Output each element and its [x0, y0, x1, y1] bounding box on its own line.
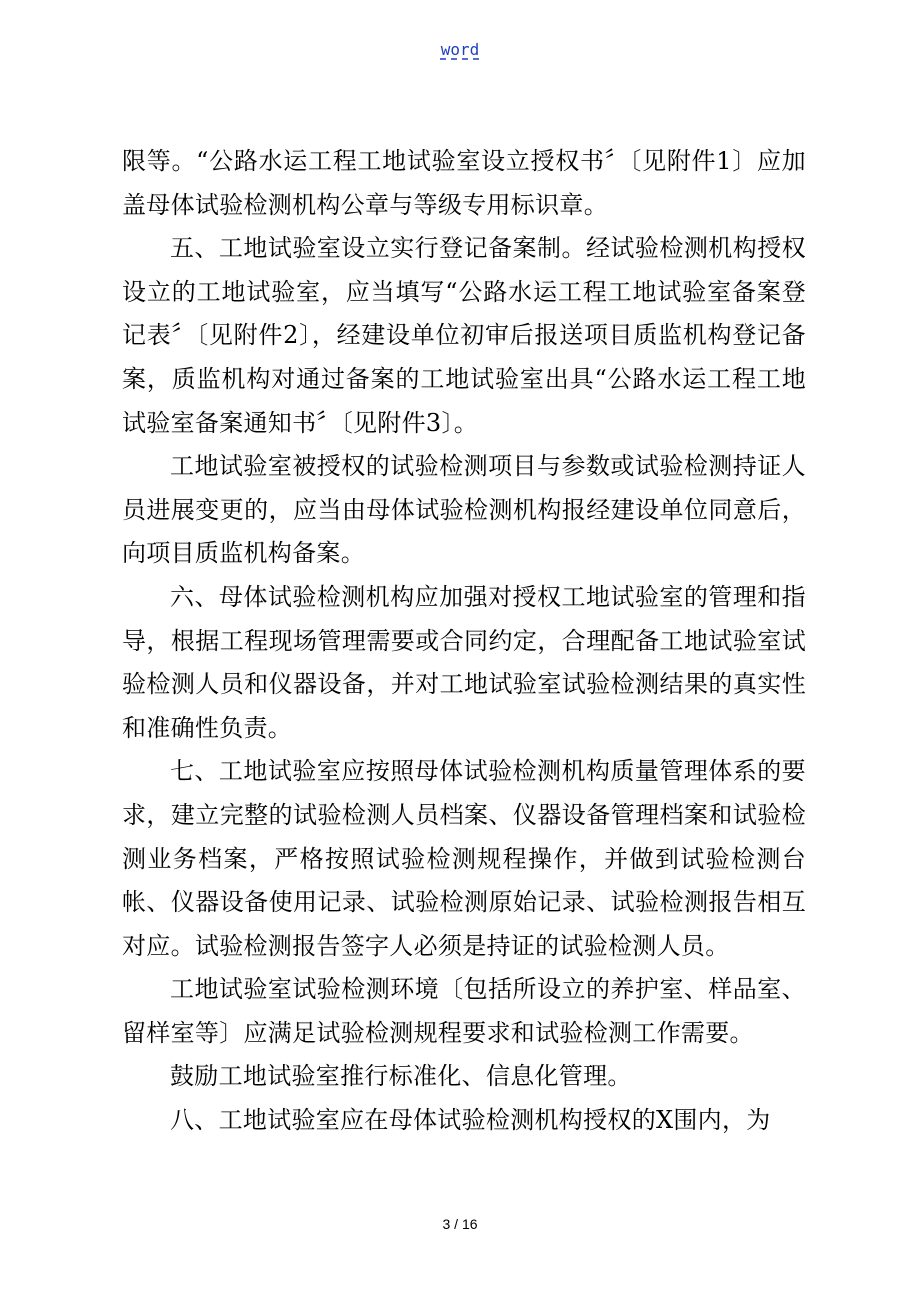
paragraph-section-5: 五、工地试验室设立实行登记备案制。经试验检测机构授权设立的工地试验室，应当填写“公路水运工程工地试验室备案登记表〞〔见附件2〕，经建设单位初审后报送项目质监机构登记备案，质监机构对通过备案的工地试验室出具“公路水运工程工地试验室备案通知书〞〔见附件3〕。 — [122, 234, 806, 437]
paragraph-section-5-change: 工地试验室被授权的试验检测项目与参数或试验检测持证人员进展变更的，应当由母体试验检测机构报经建设单位同意后，向项目质监机构备案。 — [122, 452, 806, 568]
paragraph-section-7: 七、工地试验室应按照母体试验检测机构质量管理体系的要求，建立完整的试验检测人员档案、仪器设备管理档案和试验检测业务档案，严格按照试验检测规程操作，并做到试验检测台帐、仪器设备使用记录、试验检测原始记录、试验检测报告相互对应。试验检测报告签字人必须是持证的试验检测人员。 — [122, 757, 806, 960]
page-number: 3 / 16 — [442, 1216, 478, 1232]
header-word-link[interactable]: word — [440, 40, 480, 59]
paragraph-section-7-environment: 工地试验室试验检测环境〔包括所设立的养护室、样品室、留样室等〕应满足试验检测规程要求和试验检测工作需要。 — [122, 975, 806, 1047]
paragraph-section-7-standardization: 鼓励工地试验室推行标准化、信息化管理。 — [170, 1062, 632, 1091]
body-text — [122, 140, 806, 1143]
paragraph-continuation: 限等。“公路水运工程工地试验室设立授权书〞〔见附件1〕应加盖母体试验检测机构公章与等级专用标识章。 — [122, 147, 806, 219]
paragraph-section-6: 六、母体试验检测机构应加强对授权工地试验室的管理和指导，根据工程现场管理需要或合同约定，合理配备工地试验室试验检测人员和仪器设备，并对工地试验室试验检测结果的真实性和准确性负责。 — [122, 582, 806, 742]
paragraph-section-8: 八、工地试验室应在母体试验检测机构授权的X围内，为 — [170, 1106, 771, 1135]
